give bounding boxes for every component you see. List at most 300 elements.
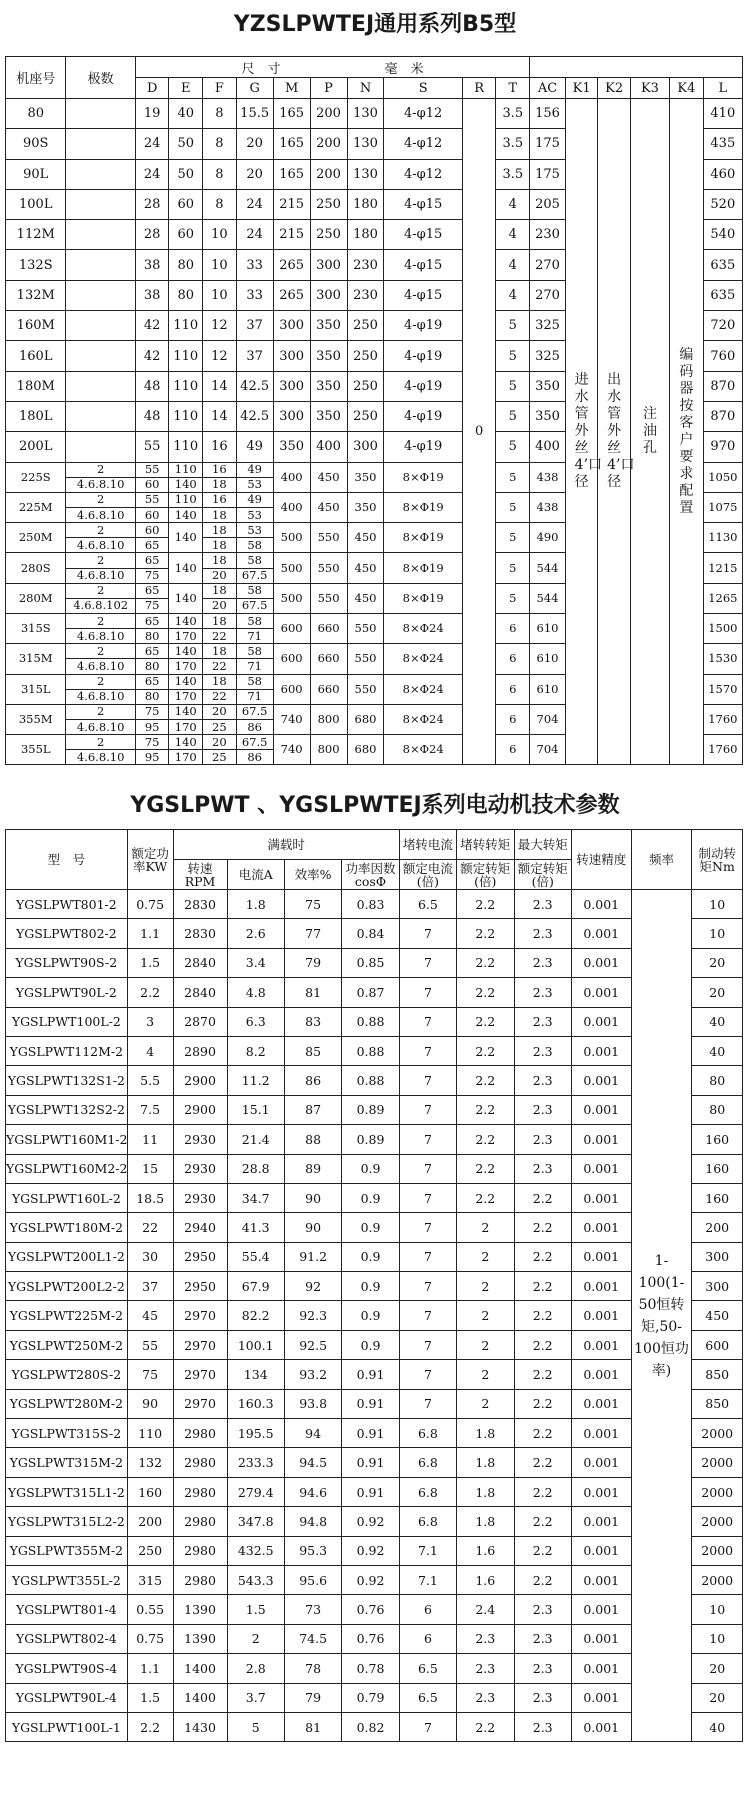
rpm-cell: 2930 bbox=[173, 1183, 227, 1212]
stall-current-cell: 7 bbox=[399, 1125, 456, 1154]
dim-p-cell: 350 bbox=[310, 341, 347, 371]
brake-torque-cell: 160 bbox=[692, 1154, 743, 1183]
stall-current-cell: 7 bbox=[399, 978, 456, 1007]
efficiency-cell: 89 bbox=[284, 1154, 341, 1183]
dim-g-cell: 37 bbox=[236, 311, 273, 341]
dim-e-cell: 140 bbox=[169, 704, 203, 719]
power-cell: 4 bbox=[127, 1036, 173, 1065]
efficiency-cell: 94.8 bbox=[284, 1507, 341, 1536]
dim-p-cell: 200 bbox=[310, 159, 347, 189]
dim-s-cell: 8×Φ24 bbox=[384, 613, 462, 643]
model-cell: YGSLPWT132S1-2 bbox=[6, 1066, 128, 1095]
dim-p-cell: 450 bbox=[310, 492, 347, 522]
dim-m-cell: 300 bbox=[273, 311, 310, 341]
model-cell: YGSLPWT200L2-2 bbox=[6, 1272, 128, 1301]
dim-g-cell: 49 bbox=[236, 432, 273, 462]
stall-torque-cell: 1.6 bbox=[457, 1536, 514, 1565]
brake-torque-cell: 40 bbox=[692, 1036, 743, 1065]
dim-e-cell: 50 bbox=[169, 129, 203, 159]
dim-ac-cell: 438 bbox=[530, 492, 566, 522]
dim-n-cell: 680 bbox=[347, 735, 384, 765]
dim-ac-cell: 704 bbox=[530, 704, 566, 734]
dim-l-cell: 1570 bbox=[703, 674, 742, 704]
stall-torque-cell: 1.8 bbox=[457, 1448, 514, 1477]
efficiency-cell: 88 bbox=[284, 1125, 341, 1154]
frame-cell: 90S bbox=[6, 129, 66, 159]
stall-current-cell: 7.1 bbox=[399, 1565, 456, 1594]
rpm-cell: 2980 bbox=[173, 1565, 227, 1594]
dim-e-cell: 110 bbox=[169, 401, 203, 431]
dim-f-cell: 18 bbox=[203, 613, 237, 628]
max-torque-cell: 2.3 bbox=[514, 1154, 571, 1183]
accuracy-cell: 0.001 bbox=[571, 1301, 631, 1330]
dim-g-cell: 71 bbox=[236, 629, 273, 644]
dim-d-cell: 60 bbox=[135, 477, 169, 492]
dim-l-cell: 1760 bbox=[703, 735, 742, 765]
dim-t-cell: 4 bbox=[496, 220, 530, 250]
dim-m-cell: 600 bbox=[273, 644, 310, 674]
dim-f-cell: 14 bbox=[203, 401, 237, 431]
stall-torque-cell: 2.2 bbox=[457, 919, 514, 948]
dim-g-cell: 24 bbox=[236, 220, 273, 250]
power-cell: 22 bbox=[127, 1213, 173, 1242]
accuracy-cell: 0.001 bbox=[571, 1536, 631, 1565]
dim-n-cell: 300 bbox=[347, 432, 384, 462]
dim-t-cell: 5 bbox=[496, 432, 530, 462]
poles-cell: 4.6.8.10 bbox=[66, 477, 135, 492]
model-cell: YGSLPWT801-2 bbox=[6, 890, 128, 919]
dim-e-cell: 50 bbox=[169, 159, 203, 189]
col-header-f: F bbox=[203, 78, 237, 99]
dim-f-cell: 20 bbox=[203, 704, 237, 719]
poles-cell: 2 bbox=[66, 492, 135, 507]
dim-l-cell: 1215 bbox=[703, 553, 742, 583]
power-factor-cell: 0.91 bbox=[342, 1477, 399, 1506]
dim-ac-cell: 270 bbox=[530, 250, 566, 280]
current-cell: 55.4 bbox=[227, 1242, 284, 1271]
stall-torque-cell: 2 bbox=[457, 1330, 514, 1359]
col-header-ac: AC bbox=[530, 78, 566, 99]
brake-torque-cell: 450 bbox=[692, 1301, 743, 1330]
dim-m-cell: 350 bbox=[273, 432, 310, 462]
dim-e-cell: 140 bbox=[169, 644, 203, 659]
dim-e-cell: 80 bbox=[169, 280, 203, 310]
current-cell: 3.7 bbox=[227, 1683, 284, 1712]
dim-m-cell: 600 bbox=[273, 613, 310, 643]
dim-ac-cell: 156 bbox=[530, 99, 566, 129]
stall-current-cell: 7 bbox=[399, 1712, 456, 1741]
current-cell: 8.2 bbox=[227, 1036, 284, 1065]
dim-g-cell: 33 bbox=[236, 250, 273, 280]
dim-e-cell: 80 bbox=[169, 250, 203, 280]
dim-d-cell: 80 bbox=[135, 629, 169, 644]
dim-t-cell: 3.5 bbox=[496, 129, 530, 159]
dim-m-cell: 500 bbox=[273, 523, 310, 553]
dim-g-cell: 37 bbox=[236, 341, 273, 371]
dim-n-cell: 550 bbox=[347, 613, 384, 643]
col-header-brake-torque: 制动转矩Nm bbox=[692, 830, 743, 890]
accuracy-cell: 0.001 bbox=[571, 1448, 631, 1477]
model-cell: YGSLPWT802-4 bbox=[6, 1624, 128, 1653]
model-cell: YGSLPWT160L-2 bbox=[6, 1183, 128, 1212]
efficiency-cell: 81 bbox=[284, 978, 341, 1007]
frame-cell: 280S bbox=[6, 553, 66, 583]
stall-torque-cell: 2 bbox=[457, 1242, 514, 1271]
dim-e-cell: 140 bbox=[169, 674, 203, 689]
stall-current-cell: 7 bbox=[399, 1095, 456, 1124]
col-header-k1: K1 bbox=[565, 78, 597, 99]
power-cell: 3 bbox=[127, 1007, 173, 1036]
dim-ac-cell: 175 bbox=[530, 159, 566, 189]
frame-cell: 132S bbox=[6, 250, 66, 280]
efficiency-cell: 81 bbox=[284, 1712, 341, 1741]
dim-s-cell: 4-φ19 bbox=[384, 311, 462, 341]
current-cell: 15.1 bbox=[227, 1095, 284, 1124]
dim-g-cell: 20 bbox=[236, 159, 273, 189]
dim-s-cell: 4-φ15 bbox=[384, 189, 462, 219]
efficiency-cell: 83 bbox=[284, 1007, 341, 1036]
dim-f-cell: 18 bbox=[203, 523, 237, 538]
power-cell: 1.5 bbox=[127, 1683, 173, 1712]
dim-f-cell: 18 bbox=[203, 583, 237, 598]
dim-l-cell: 1530 bbox=[703, 644, 742, 674]
dim-e-cell: 140 bbox=[169, 507, 203, 522]
power-factor-cell: 0.9 bbox=[342, 1272, 399, 1301]
dim-f-cell: 18 bbox=[203, 644, 237, 659]
frame-cell: 355L bbox=[6, 735, 66, 765]
dim-e-cell: 170 bbox=[169, 750, 203, 765]
power-factor-cell: 0.76 bbox=[342, 1595, 399, 1624]
accuracy-cell: 0.001 bbox=[571, 1565, 631, 1594]
col-header-current: 电流A bbox=[227, 860, 284, 890]
dim-g-cell: 58 bbox=[236, 613, 273, 628]
accuracy-cell: 0.001 bbox=[571, 1066, 631, 1095]
dim-d-cell: 19 bbox=[135, 99, 169, 129]
dim-p-cell: 250 bbox=[310, 220, 347, 250]
poles-cell: 4.6.8.10 bbox=[66, 750, 135, 765]
dim-g-cell: 58 bbox=[236, 538, 273, 553]
col-header-stall-torque-ratio: 额定转矩(倍) bbox=[457, 860, 514, 890]
dim-n-cell: 250 bbox=[347, 401, 384, 431]
dim-l-cell: 1130 bbox=[703, 523, 742, 553]
dim-t-cell: 6 bbox=[496, 674, 530, 704]
power-factor-cell: 0.78 bbox=[342, 1654, 399, 1683]
dim-s-cell: 4-φ12 bbox=[384, 159, 462, 189]
stall-torque-cell: 2.2 bbox=[457, 978, 514, 1007]
dim-f-cell: 8 bbox=[203, 189, 237, 219]
dim-n-cell: 350 bbox=[347, 462, 384, 492]
dim-e-cell: 140 bbox=[169, 583, 203, 613]
power-factor-cell: 0.9 bbox=[342, 1301, 399, 1330]
col-header-k2: K2 bbox=[598, 78, 630, 99]
dim-d-cell: 38 bbox=[135, 280, 169, 310]
note-k1-cell bbox=[565, 99, 603, 765]
dim-m-cell: 265 bbox=[273, 280, 310, 310]
power-cell: 75 bbox=[127, 1360, 173, 1389]
poles-cell: 4.6.8.10 bbox=[66, 538, 135, 553]
dim-g-cell: 86 bbox=[236, 719, 273, 734]
stall-current-cell: 7 bbox=[399, 1154, 456, 1183]
brake-torque-cell: 20 bbox=[692, 1654, 743, 1683]
stall-current-cell: 7 bbox=[399, 1213, 456, 1242]
table2-title: YGSLPWT 、YGSLPWTEJ系列电动机技术参数 bbox=[130, 793, 620, 818]
brake-torque-cell: 850 bbox=[692, 1389, 743, 1418]
efficiency-cell: 92.5 bbox=[284, 1330, 341, 1359]
dim-e-cell: 140 bbox=[169, 735, 203, 750]
poles-cell bbox=[66, 280, 135, 310]
dim-n-cell: 250 bbox=[347, 341, 384, 371]
dim-l-cell: 635 bbox=[703, 280, 742, 310]
model-cell: YGSLPWT250M-2 bbox=[6, 1330, 128, 1359]
max-torque-cell: 2.2 bbox=[514, 1389, 571, 1418]
dim-g-cell: 86 bbox=[236, 750, 273, 765]
current-cell: 5 bbox=[227, 1712, 284, 1741]
efficiency-cell: 94.5 bbox=[284, 1448, 341, 1477]
accuracy-cell: 0.001 bbox=[571, 1477, 631, 1506]
rpm-cell: 2970 bbox=[173, 1389, 227, 1418]
dim-l-cell: 1075 bbox=[703, 492, 742, 522]
stall-torque-cell: 2.2 bbox=[457, 1095, 514, 1124]
efficiency-cell: 92.3 bbox=[284, 1301, 341, 1330]
efficiency-cell: 78 bbox=[284, 1654, 341, 1683]
dim-n-cell: 250 bbox=[347, 371, 384, 401]
dim-p-cell: 550 bbox=[310, 523, 347, 553]
max-torque-cell: 2.2 bbox=[514, 1183, 571, 1212]
dim-l-cell: 540 bbox=[703, 220, 742, 250]
dim-ac-cell: 325 bbox=[530, 311, 566, 341]
dim-l-cell: 435 bbox=[703, 129, 742, 159]
stall-current-cell: 7 bbox=[399, 1183, 456, 1212]
dim-g-cell: 58 bbox=[236, 674, 273, 689]
dim-f-cell: 16 bbox=[203, 432, 237, 462]
dim-ac-cell: 270 bbox=[530, 280, 566, 310]
dim-p-cell: 350 bbox=[310, 311, 347, 341]
dim-p-cell: 350 bbox=[310, 401, 347, 431]
model-cell: YGSLPWT132S2-2 bbox=[6, 1095, 128, 1124]
dimension-table bbox=[5, 56, 743, 765]
dim-s-cell: 8×Φ19 bbox=[384, 523, 462, 553]
efficiency-cell: 90 bbox=[284, 1183, 341, 1212]
frame-cell: 315M bbox=[6, 644, 66, 674]
stall-current-cell: 7 bbox=[399, 1036, 456, 1065]
dim-t-cell: 6 bbox=[496, 644, 530, 674]
brake-torque-cell: 200 bbox=[692, 1213, 743, 1242]
dim-ac-cell: 490 bbox=[530, 523, 566, 553]
poles-cell bbox=[66, 159, 135, 189]
col-header-model: 型 号 bbox=[6, 830, 128, 890]
table1-title: YZSLPWTEJ通用系列B5型 bbox=[233, 12, 517, 37]
accuracy-cell: 0.001 bbox=[571, 1095, 631, 1124]
dim-g-cell: 53 bbox=[236, 477, 273, 492]
dim-f-cell: 22 bbox=[203, 689, 237, 704]
brake-torque-cell: 2000 bbox=[692, 1565, 743, 1594]
rpm-cell: 2940 bbox=[173, 1213, 227, 1242]
dim-f-cell: 18 bbox=[203, 507, 237, 522]
dim-d-cell: 65 bbox=[135, 613, 169, 628]
rpm-cell: 2970 bbox=[173, 1301, 227, 1330]
dim-n-cell: 550 bbox=[347, 674, 384, 704]
max-torque-cell: 2.2 bbox=[514, 1301, 571, 1330]
col-header-dims: 尺 寸 毫 米 bbox=[135, 57, 529, 78]
stall-current-cell: 6.5 bbox=[399, 1654, 456, 1683]
current-cell: 543.3 bbox=[227, 1565, 284, 1594]
current-cell: 82.2 bbox=[227, 1301, 284, 1330]
dim-d-cell: 65 bbox=[135, 538, 169, 553]
dim-s-cell: 8×Φ19 bbox=[384, 553, 462, 583]
accuracy-cell: 0.001 bbox=[571, 1419, 631, 1448]
col-header-poles: 极数 bbox=[66, 57, 135, 99]
power-factor-cell: 0.87 bbox=[342, 978, 399, 1007]
header-blank bbox=[530, 57, 743, 78]
rpm-cell: 2980 bbox=[173, 1448, 227, 1477]
poles-cell: 4.6.8.10 bbox=[66, 507, 135, 522]
frame-cell: 225S bbox=[6, 462, 66, 492]
power-cell: 2.2 bbox=[127, 1712, 173, 1741]
dim-d-cell: 65 bbox=[135, 644, 169, 659]
stall-current-cell: 6.8 bbox=[399, 1507, 456, 1536]
dim-e-cell: 140 bbox=[169, 477, 203, 492]
power-factor-cell: 0.82 bbox=[342, 1712, 399, 1741]
dim-d-cell: 65 bbox=[135, 674, 169, 689]
max-torque-cell: 2.3 bbox=[514, 1683, 571, 1712]
dim-d-cell: 55 bbox=[135, 492, 169, 507]
col-header-l: L bbox=[703, 78, 742, 99]
brake-torque-cell: 850 bbox=[692, 1360, 743, 1389]
max-torque-cell: 2.2 bbox=[514, 1448, 571, 1477]
dim-t-cell: 5 bbox=[496, 311, 530, 341]
dim-e-cell: 40 bbox=[169, 99, 203, 129]
dim-p-cell: 300 bbox=[310, 280, 347, 310]
poles-cell: 2 bbox=[66, 523, 135, 538]
stall-current-cell: 7 bbox=[399, 1066, 456, 1095]
rpm-cell: 2950 bbox=[173, 1242, 227, 1271]
dim-p-cell: 200 bbox=[310, 99, 347, 129]
dim-l-cell: 1500 bbox=[703, 613, 742, 643]
efficiency-cell: 87 bbox=[284, 1095, 341, 1124]
rpm-cell: 2830 bbox=[173, 919, 227, 948]
model-cell: YGSLPWT355L-2 bbox=[6, 1565, 128, 1594]
current-cell: 134 bbox=[227, 1360, 284, 1389]
poles-cell: 2 bbox=[66, 644, 135, 659]
frame-cell: 355M bbox=[6, 704, 66, 734]
model-cell: YGSLPWT280S-2 bbox=[6, 1360, 128, 1389]
dim-f-cell: 8 bbox=[203, 99, 237, 129]
current-cell: 1.8 bbox=[227, 890, 284, 919]
power-cell: 2.2 bbox=[127, 978, 173, 1007]
dim-p-cell: 550 bbox=[310, 583, 347, 613]
frame-cell: 112M bbox=[6, 220, 66, 250]
col-header-k4: K4 bbox=[670, 78, 704, 99]
accuracy-cell: 0.001 bbox=[571, 1624, 631, 1653]
max-torque-cell: 2.2 bbox=[514, 1330, 571, 1359]
dim-m-cell: 215 bbox=[273, 220, 310, 250]
rpm-cell: 2970 bbox=[173, 1330, 227, 1359]
col-header-stall-current: 堵转电流 bbox=[399, 830, 456, 860]
dimension-row bbox=[6, 99, 743, 129]
accuracy-cell: 0.001 bbox=[571, 1654, 631, 1683]
col-header-power-factor: 功率因数cosΦ bbox=[342, 860, 399, 890]
model-cell: YGSLPWT315L1-2 bbox=[6, 1477, 128, 1506]
dim-p-cell: 300 bbox=[310, 250, 347, 280]
current-cell: 2.6 bbox=[227, 919, 284, 948]
brake-torque-cell: 20 bbox=[692, 948, 743, 977]
col-header-p: P bbox=[310, 78, 347, 99]
frame-cell: 180L bbox=[6, 401, 66, 431]
power-factor-cell: 0.91 bbox=[342, 1360, 399, 1389]
brake-torque-cell: 20 bbox=[692, 1683, 743, 1712]
current-cell: 4.8 bbox=[227, 978, 284, 1007]
dim-m-cell: 265 bbox=[273, 250, 310, 280]
dim-s-cell: 8×Φ19 bbox=[384, 492, 462, 522]
spec-table bbox=[5, 829, 743, 1742]
dim-s-cell: 8×Φ24 bbox=[384, 735, 462, 765]
brake-torque-cell: 40 bbox=[692, 1712, 743, 1741]
note-k4-text: 编码器按客户要求配置 bbox=[679, 346, 694, 516]
power-factor-cell: 0.91 bbox=[342, 1389, 399, 1418]
dim-t-cell: 5 bbox=[496, 523, 530, 553]
power-factor-cell: 0.9 bbox=[342, 1242, 399, 1271]
accuracy-cell: 0.001 bbox=[571, 1007, 631, 1036]
poles-cell bbox=[66, 432, 135, 462]
dim-l-cell: 1265 bbox=[703, 583, 742, 613]
dim-t-cell: 6 bbox=[496, 613, 530, 643]
model-cell: YGSLPWT315L2-2 bbox=[6, 1507, 128, 1536]
max-torque-cell: 2.3 bbox=[514, 919, 571, 948]
dim-n-cell: 130 bbox=[347, 159, 384, 189]
current-cell: 21.4 bbox=[227, 1125, 284, 1154]
rpm-cell: 2900 bbox=[173, 1095, 227, 1124]
dim-m-cell: 400 bbox=[273, 492, 310, 522]
stall-current-cell: 6 bbox=[399, 1624, 456, 1653]
col-header-d: D bbox=[135, 78, 169, 99]
dim-d-cell: 80 bbox=[135, 659, 169, 674]
dim-g-cell: 53 bbox=[236, 507, 273, 522]
dim-f-cell: 20 bbox=[203, 568, 237, 583]
rpm-cell: 1390 bbox=[173, 1595, 227, 1624]
note-k2-text: 出水管外丝4’口径 bbox=[607, 372, 635, 491]
dim-e-cell: 170 bbox=[169, 629, 203, 644]
frame-cell: 225M bbox=[6, 492, 66, 522]
poles-cell: 4.6.8.10 bbox=[66, 629, 135, 644]
note-k2-cell bbox=[598, 99, 635, 765]
power-cell: 0.75 bbox=[127, 1624, 173, 1653]
frame-cell: 100L bbox=[6, 189, 66, 219]
stall-current-cell: 6.8 bbox=[399, 1448, 456, 1477]
dim-e-cell: 110 bbox=[169, 462, 203, 477]
power-cell: 1.1 bbox=[127, 919, 173, 948]
max-torque-cell: 2.3 bbox=[514, 1125, 571, 1154]
dim-ac-cell: 325 bbox=[530, 341, 566, 371]
dim-s-cell: 4-φ15 bbox=[384, 220, 462, 250]
note-k4-cell bbox=[670, 99, 704, 765]
dim-f-cell: 10 bbox=[203, 280, 237, 310]
power-cell: 200 bbox=[127, 1507, 173, 1536]
power-cell: 315 bbox=[127, 1565, 173, 1594]
rpm-cell: 2980 bbox=[173, 1419, 227, 1448]
accuracy-cell: 0.001 bbox=[571, 1712, 631, 1741]
power-factor-cell: 0.92 bbox=[342, 1536, 399, 1565]
efficiency-cell: 93.8 bbox=[284, 1389, 341, 1418]
max-torque-cell: 2.2 bbox=[514, 1360, 571, 1389]
current-cell: 6.3 bbox=[227, 1007, 284, 1036]
dim-e-cell: 110 bbox=[169, 311, 203, 341]
power-factor-cell: 0.9 bbox=[342, 1183, 399, 1212]
dim-t-cell: 6 bbox=[496, 704, 530, 734]
power-cell: 250 bbox=[127, 1536, 173, 1565]
note-k1-text: 进水管外丝4’口径 bbox=[574, 372, 603, 491]
frame-cell: 280M bbox=[6, 583, 66, 613]
col-header-s: S bbox=[384, 78, 462, 99]
